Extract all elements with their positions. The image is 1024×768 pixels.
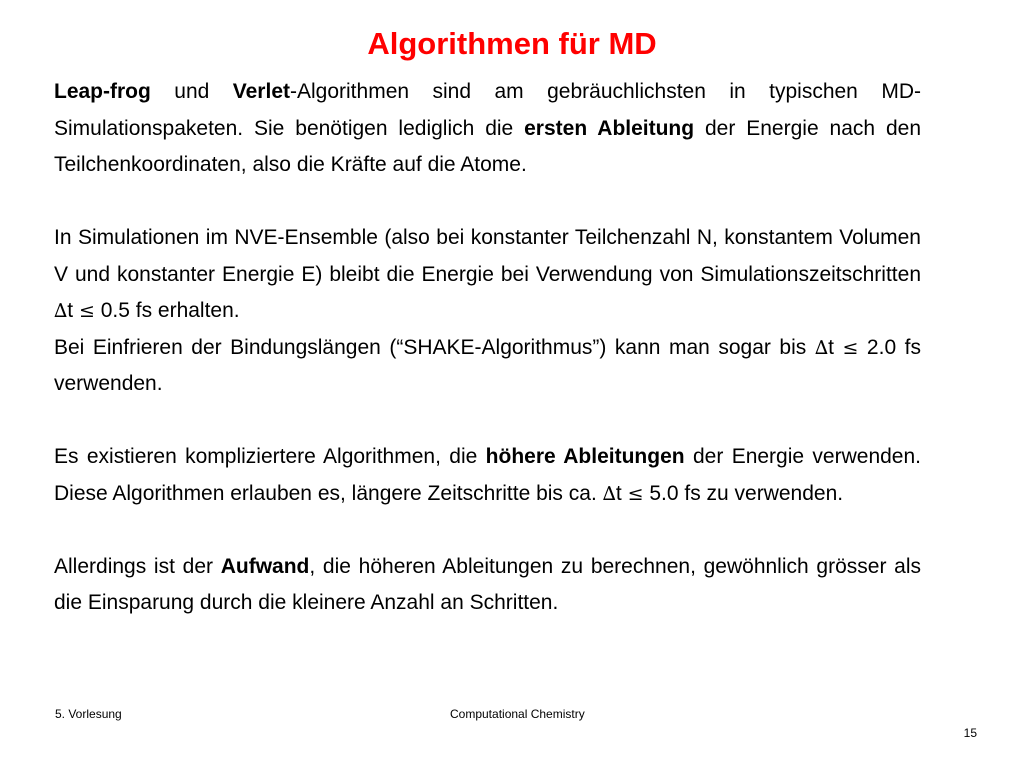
slide-title: Algorithmen für MD	[367, 26, 657, 61]
text-segment: , die höheren Ableitungen zu berechnen, gewöhnlich grösser als die Einsparung durch die kleinere Anzahl an Schritten.	[54, 554, 921, 614]
text-segment: Bei Einfrieren der Bindungslängen (“SHAKE-Algorithmus”) kann man sogar bis	[54, 335, 815, 359]
paragraph-shake	[54, 330, 921, 403]
delta-symbol: ∆	[814, 336, 829, 359]
text-segment: t	[828, 335, 843, 359]
page-number: 15	[963, 726, 977, 740]
text-segment: Es existieren kompliziertere Algorithmen, die	[54, 445, 486, 468]
paragraph-nve-ensemble	[54, 220, 921, 330]
footer-course-title: Computational Chemistry	[450, 707, 585, 721]
slide-body	[54, 74, 921, 622]
text-segment: 0.5 fs erhalten.	[94, 299, 240, 322]
leq-symbol: ≤	[627, 482, 644, 505]
paragraph-aufwand	[54, 549, 921, 622]
leq-symbol: ≤	[842, 336, 859, 359]
text-segment: t	[67, 299, 79, 322]
text-segment: -Algorithmen sind am gebräuchlichsten in typischen MD-Simulationspaketen. Sie benötigen lediglich die	[54, 80, 921, 140]
text-segment: t	[615, 481, 628, 505]
delta-symbol: ∆	[602, 482, 616, 505]
paragraph-leapfrog-verlet	[54, 74, 921, 184]
paragraph-spacer	[54, 512, 921, 549]
text-segment: Allerdings ist der	[54, 554, 221, 578]
bold-hoehere-ableitungen: höhere Ableitungen	[485, 445, 685, 468]
text-segment: 5.0 fs zu verwenden.	[643, 481, 844, 505]
text-segment: der Energie nach den Teilchenkoordinaten, also die Kräfte auf die Atome.	[54, 116, 921, 176]
delta-symbol: ∆	[54, 300, 68, 322]
paragraph-spacer	[54, 403, 921, 440]
bold-ersten-ableitung: ersten Ableitung	[524, 116, 695, 140]
leq-symbol: ≤	[78, 300, 95, 322]
text-segment: In Simulationen im NVE-Ensemble (also bei konstanter Teilchenzahl N, konstantem Volumen V und konstanter Energie E) bleibt die Energie bei Verwendung von Simulationszeitschritten	[54, 226, 921, 286]
text-segment: und	[150, 80, 233, 103]
bold-aufwand: Aufwand	[220, 554, 310, 578]
bold-verlet: Verlet	[232, 80, 290, 103]
text-segment: der Energie verwenden. Diese Algorithmen erlauben es, längere Zeitschritte bis ca.	[54, 445, 922, 505]
footer-lecture-label: 5. Vorlesung	[55, 707, 122, 721]
bold-leap-frog: Leap-frog	[54, 80, 151, 103]
paragraph-spacer	[54, 184, 921, 221]
paragraph-higher-derivatives	[54, 439, 921, 512]
text-segment: 2.0 fs verwenden.	[54, 335, 921, 395]
